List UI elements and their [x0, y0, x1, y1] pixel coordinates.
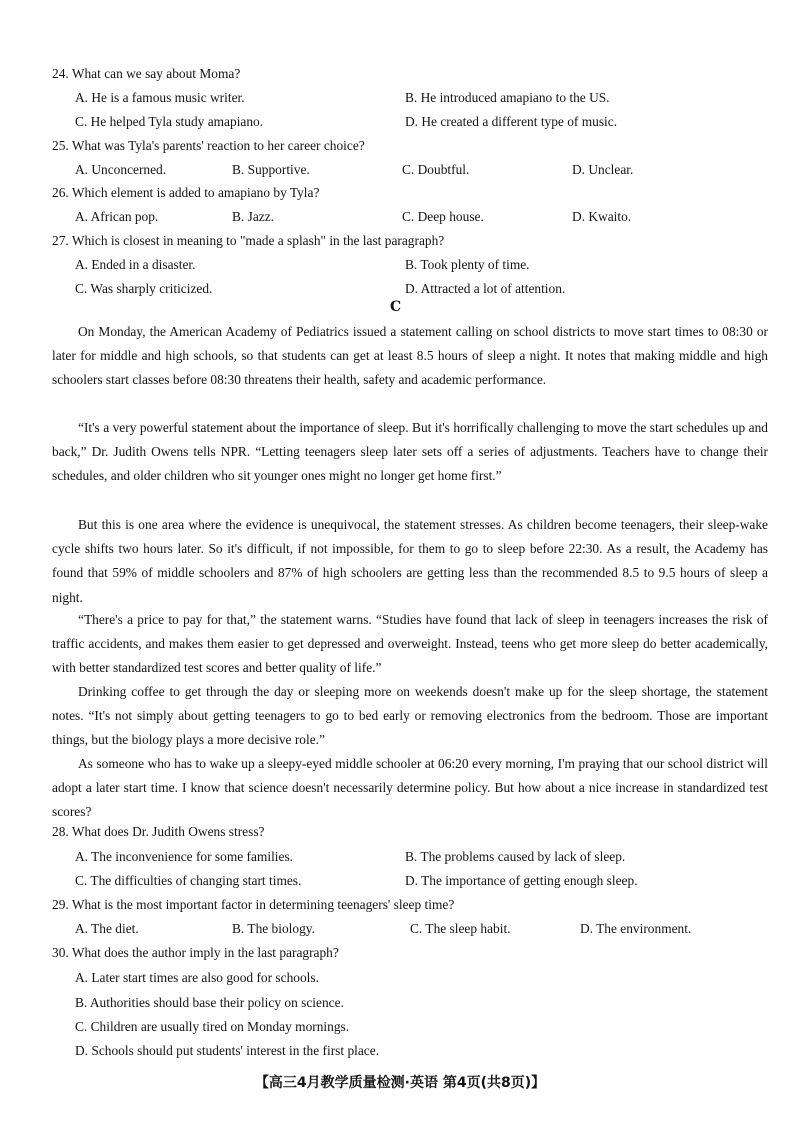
- question-24-option-a: A. He is a famous music writer.: [75, 90, 245, 105]
- question-29-option-d: D. The environment.: [580, 921, 692, 936]
- question-29-option-a: A. The diet.: [75, 921, 139, 936]
- passage-paragraph-5: Drinking coffee to get through the day or sleeping more on weekends doesn't make up for the sleep shortage, the statement notes. “It's not simply about getting teenagers to go to bed early or removing electronics from the bedroom. Those are important things, but the biology plays a more decisive role.”: [52, 684, 768, 748]
- passage-paragraph-1: On Monday, the American Academy of Pediatrics issued a statement calling on school districts to move start times to 08:30 or later for middle and high schools, so that students can get at least 8.5 hours of sleep a night. It notes that making middle and high schoolers start classes before 08:30 threatens their health, safety and academic performance.: [52, 324, 768, 388]
- question-25-option-c: C. Doubtful.: [402, 162, 470, 177]
- question-30-stem: 30. What does the author imply in the last paragraph?: [52, 945, 339, 960]
- question-30-option-d: D. Schools should put students' interest in the first place.: [75, 1043, 380, 1058]
- page-footer: 【高三4月教学质量检测·英语 第4页(共8页)】: [254, 1075, 546, 1091]
- question-25-option-b: B. Supportive.: [232, 162, 310, 177]
- passage-paragraph-3: But this is one area where the evidence is unequivocal, the statement stresses. As children become teenagers, their sleep-wake cycle shifts two hours later. So it's difficult, if not impossible, for them to go to sleep before 22:30. As a result, the Academy has found that 59% of middle schoolers and 87% of high schoolers are getting less than the recommended 8.5 to 9.5 hours of sleep a night.: [52, 517, 768, 605]
- question-27-option-c: C. Was sharply criticized.: [75, 281, 213, 296]
- passage-paragraph-6: As someone who has to wake up a sleepy-eyed middle schooler at 06:20 every morning, I'm praying that our school district will adopt a later start time. I know that science doesn't necessarily determine policy. But how about a nice increase in standardized test scores?: [52, 756, 768, 820]
- question-26-option-a: A. African pop.: [75, 209, 159, 224]
- question-26-option-b: B. Jazz.: [232, 209, 275, 224]
- question-28-option-b: B. The problems caused by lack of sleep.: [405, 849, 626, 864]
- question-24-option-b: B. He introduced amapiano to the US.: [405, 90, 610, 105]
- question-30-option-b: B. Authorities should base their policy on science.: [75, 995, 344, 1010]
- question-27-option-b: B. Took plenty of time.: [405, 257, 530, 272]
- question-29-option-b: B. The biology.: [232, 921, 315, 936]
- passage-label: C: [390, 299, 402, 315]
- question-26-stem: 26. Which element is added to amapiano by Tyla?: [52, 185, 320, 200]
- question-28-option-a: A. The inconvenience for some families.: [75, 849, 294, 864]
- passage-paragraph-2: “It's a very powerful statement about the importance of sleep. But it's horrifically challenging to move the start schedules up and back,” Dr. Judith Owens tells NPR. “Letting teenagers sleep later sets off a series of adjustments. Teachers have to change their schedules, and older children who sit younger ones might no longer get home first.”: [52, 420, 768, 484]
- question-30-option-c: C. Children are usually tired on Monday mornings.: [75, 1019, 350, 1034]
- question-25-stem: 25. What was Tyla's parents' reaction to her career choice?: [52, 138, 365, 153]
- question-27-option-a: A. Ended in a disaster.: [75, 257, 196, 272]
- question-26-option-c: C. Deep house.: [402, 209, 484, 224]
- question-25-option-a: A. Unconcerned.: [75, 162, 167, 177]
- question-27-stem: 27. Which is closest in meaning to "made a splash" in the last paragraph?: [52, 233, 445, 248]
- question-30-option-a: A. Later start times are also good for schools.: [75, 970, 319, 985]
- question-28-option-d: D. The importance of getting enough sleep.: [405, 873, 638, 888]
- question-24-option-c: C. He helped Tyla study amapiano.: [75, 114, 264, 129]
- question-25-option-d: D. Unclear.: [572, 162, 634, 177]
- question-26-option-d: D. Kwaito.: [572, 209, 632, 224]
- question-24-option-d: D. He created a different type of music.: [405, 114, 618, 129]
- question-24-stem: 24. What can we say about Moma?: [52, 66, 241, 81]
- question-29-option-c: C. The sleep habit.: [410, 921, 511, 936]
- question-29-stem: 29. What is the most important factor in determining teenagers' sleep time?: [52, 897, 455, 912]
- question-28-stem: 28. What does Dr. Judith Owens stress?: [52, 824, 265, 839]
- passage-paragraph-4: “There's a price to pay for that,” the statement warns. “Studies have found that lack of sleep in teenagers increases the risk of traffic accidents, and makes them easier to get depressed and overweight. Instead, teens who get more sleep do better academically, with better standardized test scores and better quality of life.”: [52, 612, 768, 676]
- question-27-option-d: D. Attracted a lot of attention.: [405, 281, 566, 296]
- question-28-option-c: C. The difficulties of changing start times.: [75, 873, 302, 888]
